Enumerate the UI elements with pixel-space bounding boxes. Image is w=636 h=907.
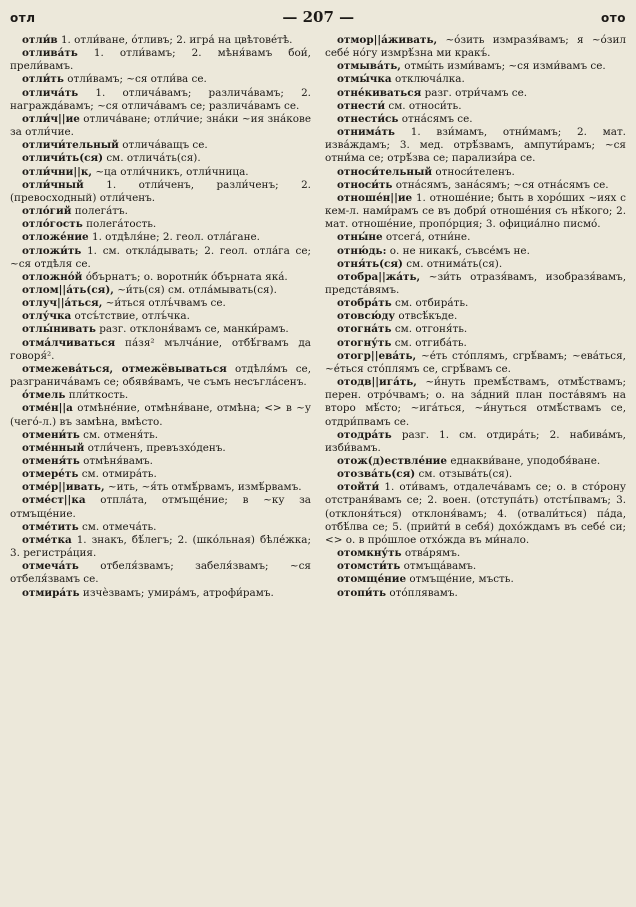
entry-translation: ~о́зить измразя́вамъ; я ~о́зил себе́ но́гу измрѣ́зна ми кракъ́. [325, 34, 626, 60]
entry-headword: отлу́чка [22, 310, 72, 323]
entry-translation: отмѣня́вамъ. [83, 455, 153, 467]
entry-headword: отомкну́ть [337, 547, 402, 560]
entry-headword: отме́нный [22, 441, 85, 454]
entry-headword: отойти́ [337, 481, 380, 494]
dictionary-entry [10, 152, 311, 165]
entry-headword: отмени́ть [22, 428, 80, 441]
dictionary-entry [325, 87, 626, 100]
entry-headword: отлива́ть [22, 47, 78, 60]
entry-headword: отличи́тельный [22, 139, 119, 152]
entry-translation: полега́тость. [86, 218, 157, 231]
entry-translation: отмы́ть изми́вамъ; ~ся изми́вамъ се. [404, 60, 606, 73]
dictionary-entry [325, 271, 626, 297]
entry-headword: отобра||жа́ть, [337, 270, 421, 283]
entry-headword: отмира́ть [22, 586, 80, 599]
entry-headword: отли́ть [22, 73, 64, 86]
entry-translation: см. относи́ть. [388, 99, 462, 112]
entry-headword: отли́в [22, 34, 58, 46]
entry-translation: см. отмира́ть. [81, 468, 157, 481]
dictionary-entry [10, 402, 311, 428]
entry-translation: отмъща́вамъ. [403, 560, 477, 573]
dictionary-entry [10, 455, 311, 468]
dictionary-entry [10, 231, 311, 244]
entry-headword: отноше́н||ие [337, 191, 413, 204]
entry-headword: отме́ст||ка [22, 494, 86, 507]
dictionary-entry [10, 113, 311, 139]
left-guide-word: отл [10, 11, 36, 25]
entry-translation: разг. отклоня́вамъ се, манки́рамъ. [99, 323, 289, 336]
entry-headword: отовсю́ду [337, 310, 396, 323]
entry-translation: полега́тъ. [74, 205, 128, 218]
dictionary-entry [325, 113, 626, 126]
entry-translation: о. не никакъ́, съвсе́мъ не. [389, 244, 530, 257]
entry-headword: относи́ть [337, 178, 393, 191]
dictionary-entry [10, 468, 311, 481]
dictionary-entry [10, 442, 311, 455]
dictionary-entry [10, 34, 311, 47]
entry-translation: отли́ченъ, превъзхо́денъ. [87, 441, 226, 454]
entry-headword: отлуч||а́ться, [22, 297, 103, 310]
entry-translation: разг. отри́чамъ се. [424, 86, 528, 99]
entry-translation: относи́теленъ. [435, 165, 515, 178]
entry-translation: ~и́ть(ся) см. отла́мывать(ся). [117, 283, 277, 296]
dictionary-entry [325, 297, 626, 310]
entry-translation: см. отлича́ть(ся). [106, 152, 201, 165]
entry-translation: отмѣне́ние, отмѣня́ване, отмѣна; <> в ~у (чего́-л.) въ замѣна, вмѣсто. [10, 402, 311, 428]
dictionary-entry [10, 534, 311, 560]
entry-headword: отнима́ть [337, 126, 395, 139]
dictionary-entry [10, 587, 311, 600]
entry-translation: ~и́нуть премѣ́ствамъ, отмѣ́ствамъ; перен. отро́чвамъ; о. на за́дний план поста́вямъ на второ мѣ́сто; ~ига́ться, ~и́нуться отмѣ́ствамъ се, отдри́пвамъ се. [325, 376, 626, 428]
entry-translation: отли́вамъ; ~ся отли́ва се. [67, 73, 207, 86]
dictionary-entry [10, 323, 311, 336]
dictionary-entry [325, 323, 626, 336]
entry-translation: отва́рямъ. [404, 547, 461, 560]
dictionary-entry [10, 87, 311, 113]
entry-translation: см. отнима́ть(ся). [406, 257, 503, 270]
entry-headword: отменя́ть [22, 455, 80, 467]
dictionary-entry [325, 73, 626, 86]
entry-translation: ~и́ться отлъ́чвамъ се. [105, 297, 226, 310]
dictionary-entry [325, 258, 626, 271]
entry-headword: отлом||а́ть(ся), [22, 283, 114, 296]
entry-headword: отодра́ть [337, 428, 392, 441]
entry-translation: см. отмеча́ть. [81, 520, 157, 533]
dictionary-entry [10, 521, 311, 534]
dictionary-entry [10, 73, 311, 86]
entry-headword: отме́н||а [22, 402, 73, 415]
dictionary-entry [325, 179, 626, 192]
dictionary-entry [10, 560, 311, 586]
entry-translation: см. отбира́ть. [395, 297, 469, 310]
entry-headword: отогр||ева́ть, [337, 349, 417, 362]
dictionary-entry [325, 455, 626, 468]
entry-translation: отпла́та, отмъще́ние; в ~ку за отмъще́ние. [10, 494, 311, 520]
dictionary-entry [10, 218, 311, 231]
entry-headword: отложе́ние [22, 231, 89, 244]
page-number: — 207 — [282, 8, 355, 26]
entry-translation: ~ить, ~я́ть отмѣ́рвамъ, измѣ́рвамъ. [107, 481, 302, 494]
entry-headword: отомще́ние [337, 573, 407, 586]
entry-translation: 1. см. откла́дывать; 2. геол. отла́га се; ~ся отдѣля се. [10, 244, 312, 270]
entry-headword: отня́ть(ся) [337, 257, 403, 270]
entry-headword: отлича́ть [22, 86, 79, 99]
entry-translation: отключа́лка. [394, 73, 465, 86]
entry-translation: отсега́, отни́не. [385, 231, 471, 244]
entry-headword: отли́ч||ие [22, 112, 80, 125]
entry-translation: 1. взи́мамъ, отни́мамъ; 2. мат. изва́ждамъ; 3. мед. отрѣ́звамъ, ампути́рамъ; ~ся отни́ма се; отрѣ́зва се; парализи́ра се. [325, 126, 626, 165]
dictionary-entry [325, 245, 626, 258]
entry-headword: отны́не [337, 231, 383, 244]
entry-headword: отмеча́ть [22, 560, 79, 573]
dictionary-entry [10, 179, 311, 205]
entry-headword: отодв||ига́ть, [337, 376, 417, 389]
dictionary-entry [10, 47, 311, 73]
entry-translation: ~ца отли́чникъ, отли́чница. [95, 165, 249, 178]
dictionary-entry [10, 205, 311, 218]
dictionary-entry [325, 166, 626, 179]
entry-translation: отбеля́звамъ; забеля́звамъ; ~ся отбеля́звамъ се. [10, 560, 311, 586]
dictionary-entry [325, 481, 626, 547]
columns [10, 34, 626, 600]
entry-translation: см. отменя́ть. [83, 428, 159, 441]
dictionary-entry [325, 310, 626, 323]
entry-translation: разг. 1. см. отдира́ть; 2. набива́мъ, изби́вамъ. [325, 428, 626, 454]
entry-translation: 1. отлича́вамъ; различа́вамъ; 2. награжда́вамъ; ~ся отлича́вамъ се; различа́вамъ се. [10, 86, 311, 112]
dictionary-entry [325, 429, 626, 455]
entry-headword: отомсти́ть [337, 560, 401, 573]
entry-translation: отдѣля́мъ се, разгранича́вамъ се; обявя́вамъ, че съмъ несъгла́сенъ. [10, 362, 312, 389]
right-column [325, 34, 626, 600]
entry-translation: отмъще́ние, мъсть. [409, 573, 514, 586]
entry-headword: отло́гий [22, 205, 72, 218]
entry-headword: отмежева́ться, отмежёвываться [22, 362, 227, 375]
entry-translation: отна́сямъ, зана́сямъ; ~ся отна́сямъ се. [395, 178, 609, 191]
entry-headword: отмере́ть [22, 468, 79, 481]
entry-translation: ~зи́ть отразя́вамъ, изобразя́вамъ, предста́вямъ. [325, 270, 627, 296]
entry-headword: отопи́ть [337, 586, 387, 599]
entry-translation: пли́ткость. [68, 389, 129, 402]
entry-translation: изчѐзвамъ; умира́мъ, атрофи́рамъ. [82, 586, 274, 599]
entry-headword: отме́р||ивать, [22, 481, 105, 494]
entry-headword: отмыва́ть, [337, 60, 401, 73]
entry-headword: отложи́ть [22, 244, 82, 257]
entry-headword: отобра́ть [337, 297, 392, 310]
dictionary-entry [10, 337, 311, 363]
dictionary-entry [325, 337, 626, 350]
entry-translation: 1. отноше́ние; быть в хоро́ших ~иях с кем-л. нами́рамъ се въ добри́ отноше́ния съ нѣ́кого; 2. мат. отноше́ние, пропо́рция; 3. официа́лно писмо́. [325, 191, 626, 231]
entry-translation: отна́сямъ се. [401, 112, 473, 125]
entry-headword: отмы́чка [337, 73, 392, 86]
left-column [10, 34, 311, 600]
dictionary-entry [325, 100, 626, 113]
entry-translation: 1. оти́вамъ, отдалеча́вамъ се; о. в сто́рону отстраня́вамъ се; 2. воен. (отступа́ть) отстъ́пвамъ; 3.(отклоня́ться) отклоня́вамъ; 4. (отвали́ться) па́да, отбѣ́лва се; 5. (прийти́ в себя́) дохо́ждамъ въ себе́ си; <> о. в про́шлое отхо́жда въ ми́нало. [325, 481, 626, 546]
dictionary-entry [325, 560, 626, 573]
dictionary-entry [325, 468, 626, 481]
entry-translation: 1. отли́вамъ; 2. мѣня́вамъ бои́, прели́вамъ. [10, 47, 311, 73]
dictionary-entry [325, 376, 626, 429]
entry-translation: отлича́ващъ се. [122, 139, 208, 152]
entry-headword: отозва́ть(ся) [337, 468, 416, 481]
dictionary-entry [10, 429, 311, 442]
entry-translation: ~е́ть сто́плямъ, сгрѣ́вамъ; ~ева́ться, ~е́ться сто́плямъ се, сгрѣ́вамъ се. [325, 349, 626, 375]
dictionary-entry [325, 573, 626, 586]
entry-headword: отли́чни||к, [22, 165, 92, 178]
dictionary-entry [325, 231, 626, 244]
entry-translation: см. отгоня́ть. [394, 323, 468, 336]
dictionary-entry [10, 481, 311, 494]
entry-translation: 1. знакъ, бѣ́легъ; 2. (шко́льная) бѣле́жка; 3. регистра́ция. [10, 533, 311, 560]
entry-translation: отвсѣ́къде. [398, 310, 458, 323]
entry-headword: отмор||а́живать, [337, 34, 438, 46]
entry-translation: отлича́ване; отли́чие; зна́ки ~ия зна́кове за отли́чие. [10, 112, 311, 139]
dictionary-entry [10, 389, 311, 402]
entry-translation: см. отзыва́ть(ся). [418, 468, 513, 481]
dictionary-entry [10, 271, 311, 284]
dictionary-entry [325, 34, 626, 60]
entry-headword: отличи́ть(ся) [22, 152, 104, 165]
entry-translation: 1. отли́ченъ, разли́ченъ; 2. (превосходный) отли́ченъ. [10, 178, 311, 204]
dictionary-entry [10, 363, 311, 389]
entry-headword: отли́чный [22, 178, 84, 191]
entry-translation: отсъ́тствие, отлъ́чка. [74, 310, 190, 323]
entry-headword: отме́тка [22, 533, 72, 546]
entry-headword: отма́лчиваться [22, 336, 116, 349]
dictionary-entry [325, 192, 626, 231]
entry-translation: ото́плявамъ. [389, 586, 458, 599]
dictionary-entry [10, 297, 311, 310]
entry-headword: отне́киваться [337, 86, 422, 99]
entry-headword: отложно́й [22, 270, 83, 283]
entry-translation: 1. отли́ване, о́тливъ; 2. игра́ на цвѣтове́тѣ. [60, 34, 293, 46]
entry-headword: отож(д)ествле́ние [337, 455, 448, 467]
entry-translation: па́зя² мълча́ние, отбѣ́гвамъ да говоря́². [10, 336, 311, 362]
entry-headword: отло́гость [22, 218, 83, 231]
dictionary-entry [325, 587, 626, 600]
dictionary-entry [325, 547, 626, 560]
entry-headword: отлы́нивать [22, 323, 96, 336]
entry-headword: отнести́ [337, 99, 386, 112]
dictionary-entry [325, 126, 626, 165]
page-header [10, 8, 626, 30]
entry-translation: еднакви́ване, уподобя́ване. [450, 455, 601, 467]
entry-headword: о́тмель [22, 389, 66, 402]
dictionary-entry [10, 310, 311, 323]
entry-headword: отогну́ть [337, 336, 392, 349]
entry-translation: о́бърнатъ; о. воротни́к о́бърната яка́. [85, 270, 288, 283]
entry-headword: относи́тельный [337, 165, 433, 178]
entry-headword: отнести́сь [337, 112, 399, 125]
entry-headword: отме́тить [22, 520, 79, 533]
entry-headword: отню́дь: [337, 244, 387, 257]
dictionary-entry [325, 350, 626, 376]
entry-translation: 1. отдѣля́не; 2. геол. отла́гане. [91, 231, 260, 244]
dictionary-entry [10, 245, 311, 271]
dictionary-entry [10, 139, 311, 152]
right-guide-word: ото [601, 11, 626, 25]
dictionary-entry [325, 60, 626, 73]
dictionary-entry [10, 284, 311, 297]
entry-translation: см. отгиба́ть. [394, 336, 467, 349]
dictionary-entry [10, 494, 311, 520]
dictionary-entry [10, 166, 311, 179]
entry-headword: отогна́ть [337, 323, 392, 336]
